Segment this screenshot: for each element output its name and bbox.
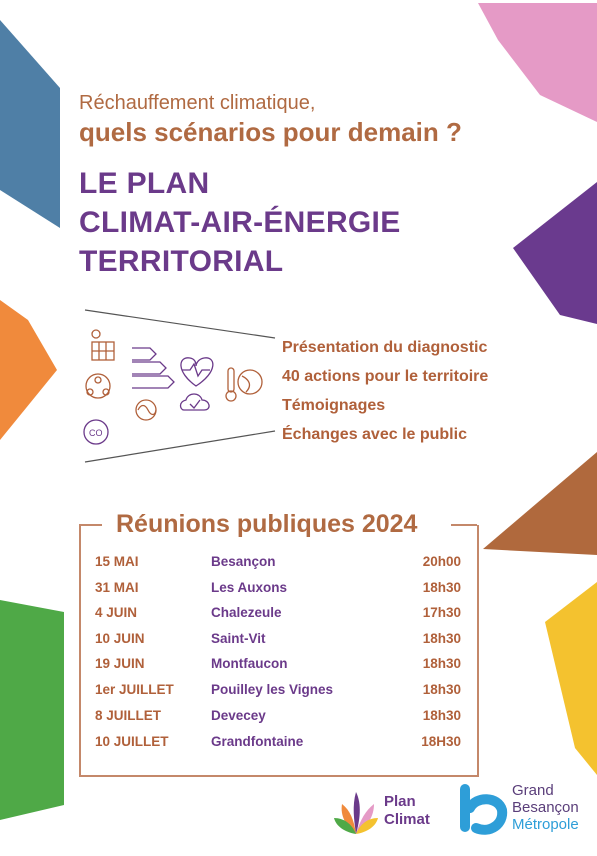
grand-besancon-line-2: Besançon xyxy=(512,799,579,816)
schedule-row xyxy=(95,708,461,728)
co2-cycle-icon xyxy=(84,420,108,444)
row-place: Pouilley les Vignes xyxy=(211,682,334,697)
row-date: 4 JUIN xyxy=(95,605,138,620)
row-place: Besançon xyxy=(211,554,276,569)
orange-shape xyxy=(0,300,57,440)
plan-climat-line-2: Climat xyxy=(384,811,430,828)
topic-item: Présentation du diagnostic xyxy=(282,339,488,356)
row-time: 17h30 xyxy=(422,605,461,620)
plan-climat-text xyxy=(384,793,430,829)
row-place: Devecey xyxy=(211,708,266,723)
row-time: 18H30 xyxy=(421,734,461,749)
title-line-3: TERRITORIAL xyxy=(79,245,284,278)
schedule-row xyxy=(95,682,461,702)
row-date: 15 MAI xyxy=(95,554,139,569)
purple-shape xyxy=(513,182,597,324)
row-date: 10 JUILLET xyxy=(95,734,169,749)
infinity-icon xyxy=(136,400,156,420)
brown-shape xyxy=(483,452,597,555)
topic-item: 40 actions pour le territoire xyxy=(282,368,489,385)
schedule-row xyxy=(95,656,461,676)
heart-rate-icon xyxy=(181,358,213,386)
row-place: Saint-Vit xyxy=(211,631,266,646)
svg-text:CO: CO xyxy=(89,428,103,438)
row-time: 18h30 xyxy=(422,631,461,646)
subtitle-line-2: quels scénarios pour demain ? xyxy=(79,117,462,147)
grand-besancon-logo xyxy=(458,782,508,836)
funnel-line-top xyxy=(85,310,275,338)
energy-label-icon xyxy=(132,348,174,388)
title-line-2: CLIMAT-AIR-ÉNERGIE xyxy=(79,206,401,239)
row-place: Les Auxons xyxy=(211,580,288,595)
grand-besancon-line-1: Grand xyxy=(512,782,554,799)
schedule-row xyxy=(95,734,461,754)
schedule-title: Réunions publiques 2024 xyxy=(116,510,418,538)
blue-shape xyxy=(0,20,60,228)
row-place: Montfaucon xyxy=(211,656,288,671)
row-date: 31 MAI xyxy=(95,580,139,595)
topic-item: Témoignages xyxy=(282,397,386,414)
schedule-box-border-left xyxy=(79,524,102,526)
title-line-1: LE PLAN xyxy=(79,167,210,200)
plan-climat-line-1: Plan xyxy=(384,793,416,810)
community-icon xyxy=(86,374,110,398)
solar-panel-icon xyxy=(92,330,114,360)
row-time: 18h30 xyxy=(422,708,461,723)
row-date: 8 JUILLET xyxy=(95,708,162,723)
schedule-row xyxy=(95,580,461,600)
schedule-row xyxy=(95,554,461,574)
thermometer-globe-icon xyxy=(226,368,262,401)
grand-besancon-line-3: Métropole xyxy=(512,816,579,833)
pink-shape xyxy=(478,3,597,122)
green-shape xyxy=(0,600,64,820)
subtitle-line-1: Réchauffement climatique, xyxy=(79,92,316,114)
row-time: 18h30 xyxy=(422,580,461,595)
schedule-row xyxy=(95,605,461,625)
topic-item: Échanges avec le public xyxy=(282,426,467,443)
cloud-check-icon xyxy=(181,394,210,410)
row-time: 20h00 xyxy=(422,554,461,569)
yellow-shape xyxy=(545,582,597,775)
row-date: 1er JUILLET xyxy=(95,682,174,697)
row-date: 19 JUIN xyxy=(95,656,145,671)
schedule-box-border-right xyxy=(451,524,477,526)
row-place: Chalezeule xyxy=(211,605,282,620)
row-place: Grandfontaine xyxy=(211,734,304,749)
funnel-line-bottom xyxy=(85,431,275,462)
row-date: 10 JUIN xyxy=(95,631,145,646)
grand-besancon-text xyxy=(512,782,579,833)
plan-climat-logo xyxy=(332,782,382,838)
row-time: 18h30 xyxy=(422,656,461,671)
schedule-row xyxy=(95,631,461,651)
row-time: 18h30 xyxy=(422,682,461,697)
